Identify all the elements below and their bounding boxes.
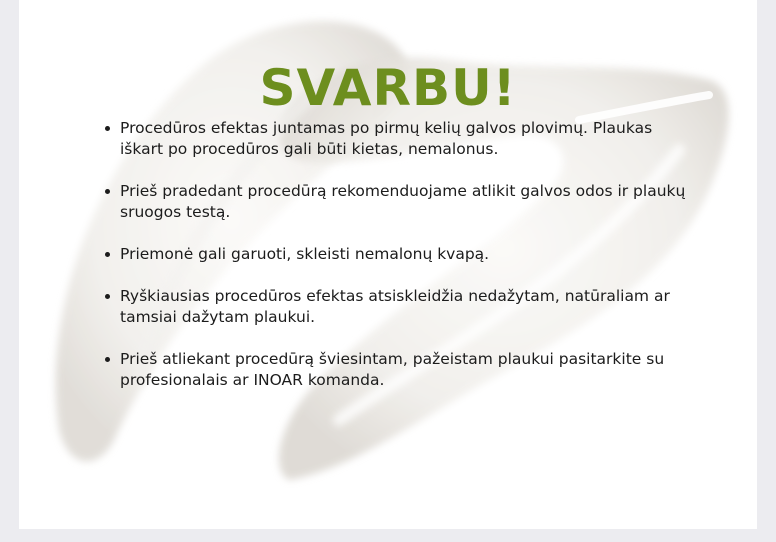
- list-item: Procedūros efektas juntamas po pirmų kelių galvos plovimų. Plaukas iškart po procedūros gali būti kietas, nemalonus.: [102, 118, 692, 160]
- info-card: [19, 0, 757, 529]
- list-item: Ryškiausias procedūros efektas atsiskleidžia nedažytam, natūraliam ar tamsiai dažytam plaukui.: [102, 286, 692, 328]
- list-item: Prieš pradedant procedūrą rekomenduojame atlikit galvos odos ir plaukų sruogos testą.: [102, 181, 692, 223]
- notes-list: [102, 118, 692, 412]
- page-title: SVARBU!: [259, 59, 517, 117]
- list-item: Priemonė gali garuoti, skleisti nemalonų kvapą.: [102, 244, 692, 265]
- list-item: Prieš atliekant procedūrą šviesintam, pažeistam plaukui pasitarkite su profesionalais ar INOAR komanda.: [102, 349, 692, 391]
